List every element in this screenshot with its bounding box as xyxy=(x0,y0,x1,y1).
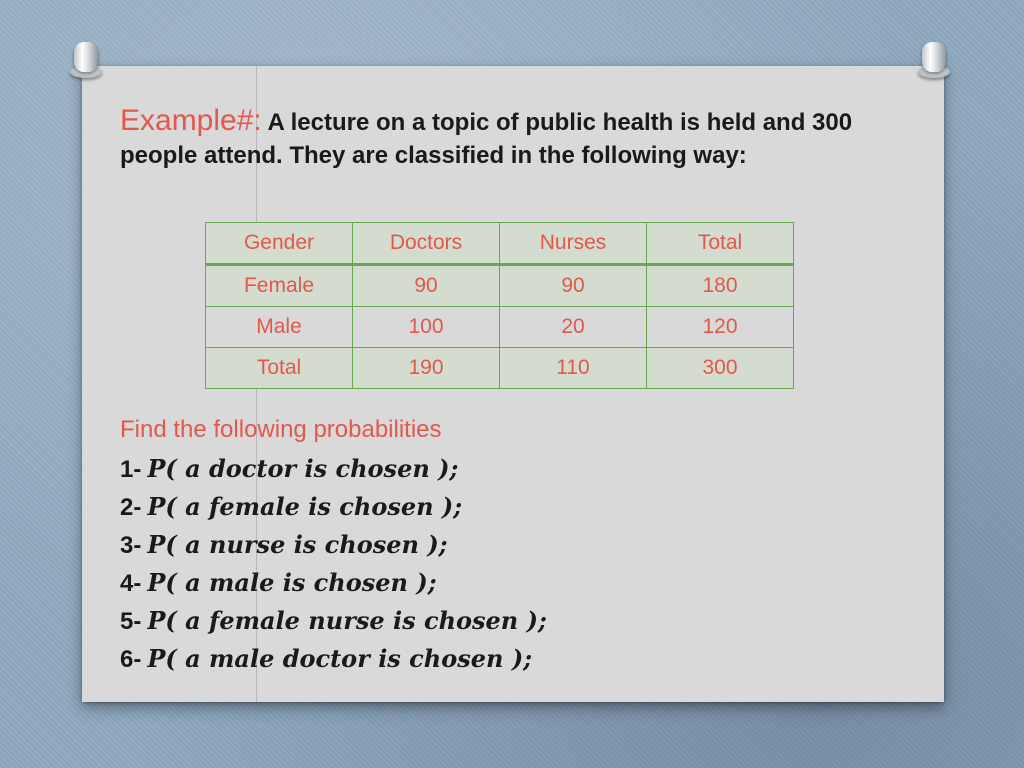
question-number: 4- xyxy=(120,570,142,597)
question-number: 2- xyxy=(120,494,142,521)
slide-title xyxy=(120,104,920,172)
question-number: 5- xyxy=(120,608,142,635)
questions-heading: Find the following probabilities xyxy=(120,416,442,443)
question-expression: P( a nurse is chosen ); xyxy=(147,530,448,559)
list-item xyxy=(120,602,547,640)
table-row xyxy=(206,348,794,389)
question-number: 6- xyxy=(120,646,142,673)
question-list xyxy=(120,450,547,678)
question-expression: P( a male doctor is chosen ); xyxy=(147,644,533,673)
question-expression: P( a female nurse is chosen ); xyxy=(147,606,547,635)
table-cell: Total xyxy=(206,348,353,389)
question-expression: P( a male is chosen ); xyxy=(147,568,437,597)
table-cell: Female xyxy=(206,265,353,307)
table-cell: 180 xyxy=(647,265,794,307)
table-header-cell: Gender xyxy=(206,223,353,265)
table-header-cell: Doctors xyxy=(353,223,500,265)
table-cell: 90 xyxy=(500,265,647,307)
title-lead: Example#: xyxy=(120,104,262,137)
question-number: 3- xyxy=(120,532,142,559)
table-cell: 100 xyxy=(353,307,500,348)
table-cell: 90 xyxy=(353,265,500,307)
pushpin-icon xyxy=(68,40,108,80)
table-header-cell: Total xyxy=(647,223,794,265)
table-header-row xyxy=(206,223,794,265)
table-cell: 300 xyxy=(647,348,794,389)
title-text: A lecture on a topic of public health is held and 300 people attend. They are classified in the following way: xyxy=(120,109,853,169)
list-item xyxy=(120,450,547,488)
question-expression: P( a doctor is chosen ); xyxy=(147,454,459,483)
table-cell: Male xyxy=(206,307,353,348)
table-cell: 110 xyxy=(500,348,647,389)
list-item xyxy=(120,564,547,602)
table-cell: 190 xyxy=(353,348,500,389)
table-header-cell: Nurses xyxy=(500,223,647,265)
data-table xyxy=(205,222,794,389)
list-item xyxy=(120,488,547,526)
list-item xyxy=(120,526,547,564)
table-cell: 120 xyxy=(647,307,794,348)
pushpin-icon xyxy=(916,40,956,80)
table-row xyxy=(206,307,794,348)
question-expression: P( a female is chosen ); xyxy=(147,492,463,521)
question-number: 1- xyxy=(120,456,142,483)
list-item xyxy=(120,640,547,678)
table-row xyxy=(206,265,794,307)
table-cell: 20 xyxy=(500,307,647,348)
